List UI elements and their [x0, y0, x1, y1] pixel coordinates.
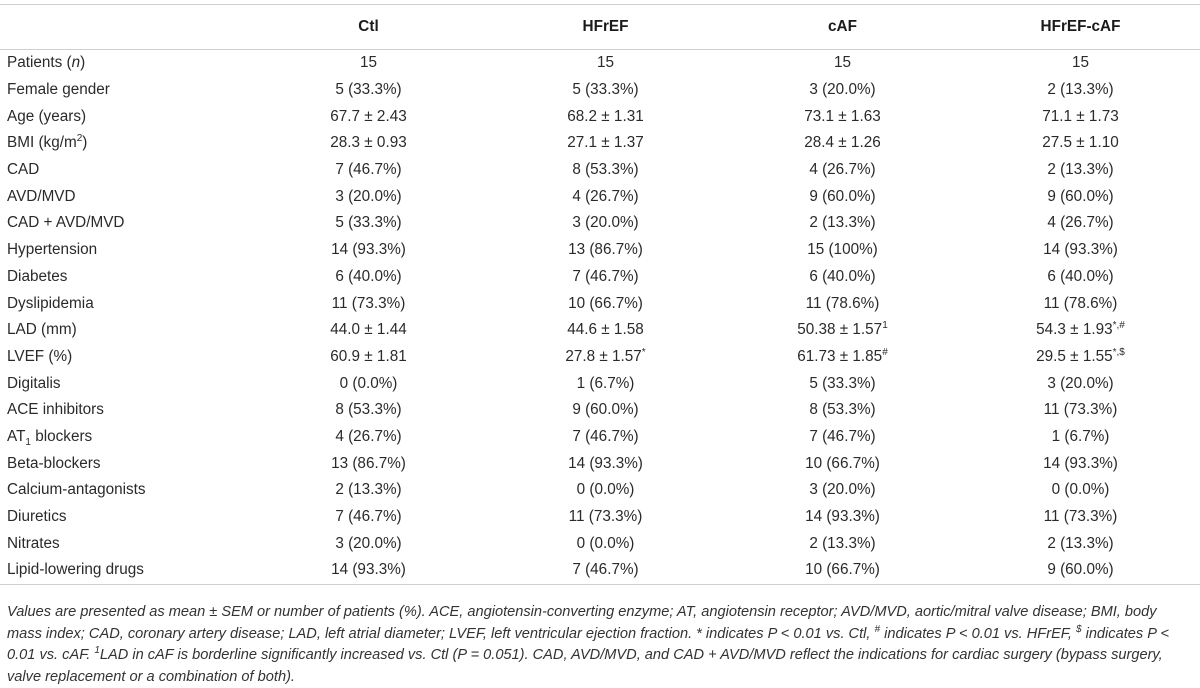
header-cell-ctl: Ctl [250, 5, 487, 50]
table-cell: 9 (60.0%) [572, 401, 639, 419]
row-label: Calcium-antagonists [7, 481, 146, 499]
table-cell: 9 (60.0%) [809, 187, 876, 205]
table-cell: 7 (46.7%) [572, 267, 639, 285]
table-body [0, 50, 1200, 585]
table-cell: 14 (93.3%) [1043, 241, 1118, 259]
table-cell: 0 (0.0%) [576, 534, 635, 552]
table-cell: 3 (20.0%) [572, 214, 639, 232]
row-label: ACE inhibitors [7, 401, 104, 419]
table-cell: 3 (20.0%) [335, 534, 402, 552]
table-cell: 11 (73.3%) [331, 294, 406, 312]
table-row [0, 397, 1200, 424]
row-label: Diabetes [7, 267, 68, 285]
row-label: Lipid-lowering drugs [0, 557, 250, 584]
table-row [0, 237, 1200, 264]
header-cell-hfref-caf: HFrEF-cAF [961, 5, 1200, 50]
table-cell: 14 (93.3%) [250, 557, 487, 584]
table-row [0, 183, 1200, 210]
row-label: Diuretics [7, 508, 67, 526]
table-row [0, 210, 1200, 237]
table-cell: 8 (53.3%) [335, 401, 402, 419]
table-cell: 28.3 ± 0.93 [330, 134, 407, 152]
table-cell: 7 (46.7%) [335, 508, 402, 526]
row-label: Dyslipidemia [7, 294, 94, 312]
table-row [0, 290, 1200, 317]
table-row [0, 504, 1200, 531]
table-cell: 9 (60.0%) [961, 557, 1200, 584]
table-cell: 28.4 ± 1.26 [804, 134, 881, 152]
table-cell: 3 (20.0%) [335, 187, 402, 205]
table-cell: 7 (46.7%) [572, 427, 639, 445]
table-cell: 4 (26.7%) [809, 161, 876, 179]
table-cell: 27.5 ± 1.10 [1042, 134, 1119, 152]
table-cell: 13 (86.7%) [568, 241, 643, 259]
table-cell: 27.8 ± 1.57* [565, 346, 646, 365]
table-cell: 15 (100%) [807, 241, 878, 259]
table-cell: 61.73 ± 1.85# [797, 346, 888, 365]
row-label: CAD + AVD/MVD [7, 214, 125, 232]
table-cell: 44.6 ± 1.58 [567, 321, 644, 339]
table-cell: 2 (13.3%) [1047, 534, 1114, 552]
row-label: Hypertension [7, 241, 98, 259]
table-row [0, 424, 1200, 451]
table-row [0, 77, 1200, 104]
table-cell: 14 (93.3%) [1043, 454, 1118, 472]
table-cell: 2 (13.3%) [809, 214, 876, 232]
table-row [0, 370, 1200, 397]
table-cell: 15 [596, 54, 614, 72]
table-row [0, 477, 1200, 504]
table-row [0, 157, 1200, 184]
table-cell: 71.1 ± 1.73 [1042, 107, 1119, 125]
row-label: Female gender [7, 81, 110, 99]
table-cell: 3 (20.0%) [1047, 374, 1114, 392]
table-cell: 2 (13.3%) [809, 534, 876, 552]
table-cell: 5 (33.3%) [335, 214, 402, 232]
table-cell: 3 (20.0%) [809, 481, 876, 499]
table-cell: 6 (40.0%) [1047, 267, 1114, 285]
table-cell: 6 (40.0%) [809, 267, 876, 285]
table-cell: 10 (66.7%) [805, 454, 880, 472]
table-row [0, 450, 1200, 477]
header-cell-blank [0, 5, 250, 50]
table-cell: 15 [833, 54, 851, 72]
table-cell: 7 (46.7%) [335, 161, 402, 179]
table-cell: 2 (13.3%) [335, 481, 402, 499]
row-label: Patients (n) [7, 54, 86, 72]
table-cell: 5 (33.3%) [335, 81, 402, 99]
table-cell: 13 (86.7%) [331, 454, 406, 472]
table-row [0, 50, 1200, 77]
patient-characteristics-table [0, 4, 1200, 585]
row-label: LAD (mm) [7, 321, 77, 339]
header-cell-hfref: HFrEF [487, 5, 724, 50]
table-cell: 68.2 ± 1.31 [567, 107, 644, 125]
table-cell: 3 (20.0%) [809, 81, 876, 99]
table-cell: 4 (26.7%) [335, 427, 402, 445]
table-cell: 0 (0.0%) [339, 374, 398, 392]
table-cell: 1 (6.7%) [576, 374, 635, 392]
table-cell: 5 (33.3%) [809, 374, 876, 392]
table-cell: 10 (66.7%) [568, 294, 643, 312]
table-cell: 15 [1071, 54, 1089, 72]
table-cell: 14 (93.3%) [568, 454, 643, 472]
table-cell: 15 [359, 54, 377, 72]
table-cell: 7 (46.7%) [487, 557, 724, 584]
table-row [0, 530, 1200, 557]
table-cell: 5 (33.3%) [572, 81, 639, 99]
table-cell: 11 (73.3%) [1043, 401, 1118, 419]
table-cell: 6 (40.0%) [335, 267, 402, 285]
table-cell: 0 (0.0%) [576, 481, 635, 499]
row-label: LVEF (%) [7, 347, 73, 365]
row-label: Digitalis [7, 374, 61, 392]
table-row [0, 130, 1200, 157]
table-cell: 0 (0.0%) [1051, 481, 1110, 499]
table-cell: 10 (66.7%) [724, 557, 961, 584]
table-row [0, 557, 1200, 584]
table-cell: 7 (46.7%) [809, 427, 876, 445]
table-cell: 8 (53.3%) [572, 161, 639, 179]
table-cell: 11 (73.3%) [1043, 508, 1118, 526]
table-cell: 11 (78.6%) [1043, 294, 1118, 312]
table-cell: 1 (6.7%) [1051, 427, 1110, 445]
table-row [0, 264, 1200, 291]
table-cell: 9 (60.0%) [1047, 187, 1114, 205]
table-cell: 44.0 ± 1.44 [330, 321, 407, 339]
table-cell: 27.1 ± 1.37 [567, 134, 644, 152]
row-label: Age (years) [7, 107, 87, 125]
table-cell: 4 (26.7%) [1047, 214, 1114, 232]
table-cell: 11 (73.3%) [568, 508, 643, 526]
row-label: CAD [7, 161, 40, 179]
row-label: $AT_1$ blockers [7, 427, 93, 449]
table-cell: 54.3 ± 1.93*,# [1036, 320, 1125, 339]
row-label: AVD/MVD [7, 187, 76, 205]
table-cell: 2 (13.3%) [1047, 81, 1114, 99]
table-cell: 73.1 ± 1.63 [804, 107, 881, 125]
table-cell: 60.9 ± 1.81 [330, 347, 407, 365]
header-row [0, 5, 1200, 50]
row-label: Nitrates [7, 534, 60, 552]
row-label: BMI $(kg/m^2)$ [7, 133, 88, 152]
table-cell: 4 (26.7%) [572, 187, 639, 205]
table-cell: 11 (78.6%) [805, 294, 880, 312]
table-cell: 67.7 ± 2.43 [330, 107, 407, 125]
table-cell: 2 (13.3%) [1047, 161, 1114, 179]
table-row [0, 103, 1200, 130]
table-cell: 8 (53.3%) [809, 401, 876, 419]
table-row [0, 317, 1200, 344]
table-cell: 29.5 ± 1.55*,$ [1036, 346, 1125, 365]
table-cell: 14 (93.3%) [805, 508, 880, 526]
table-cell: 14 (93.3%) [331, 241, 406, 259]
table-footnote: Values are presented as mean ± SEM or number of patients (%). ACE, angiotensin-converting enzyme; AT, angiotensin receptor; AVD/MVD, aortic/mitral valve disease; BMI, body mass index; CAD, coronary artery disease; LAD, left atrial diameter; LVEF, left ventricular ejection fraction. * indicates P < 0.01 vs. Ctl, # indicates P < 0.01 vs. HFrEF, $ indicates P < 0.01 vs. cAF. $^1$LAD in cAF is borderline significantly increased vs. Ctl (P = 0.051). CAD, AVD/MVD, and CAD + AVD/MVD reflect the indications for cardiac surgery (bypass surgery, valve replacement or a combination of both). [7, 604, 1169, 685]
row-label: Beta-blockers [7, 454, 101, 472]
table-row [0, 344, 1200, 371]
table-cell: $50.38 \pm 1.57^1$ [797, 320, 888, 339]
header-cell-caf: cAF [724, 5, 961, 50]
